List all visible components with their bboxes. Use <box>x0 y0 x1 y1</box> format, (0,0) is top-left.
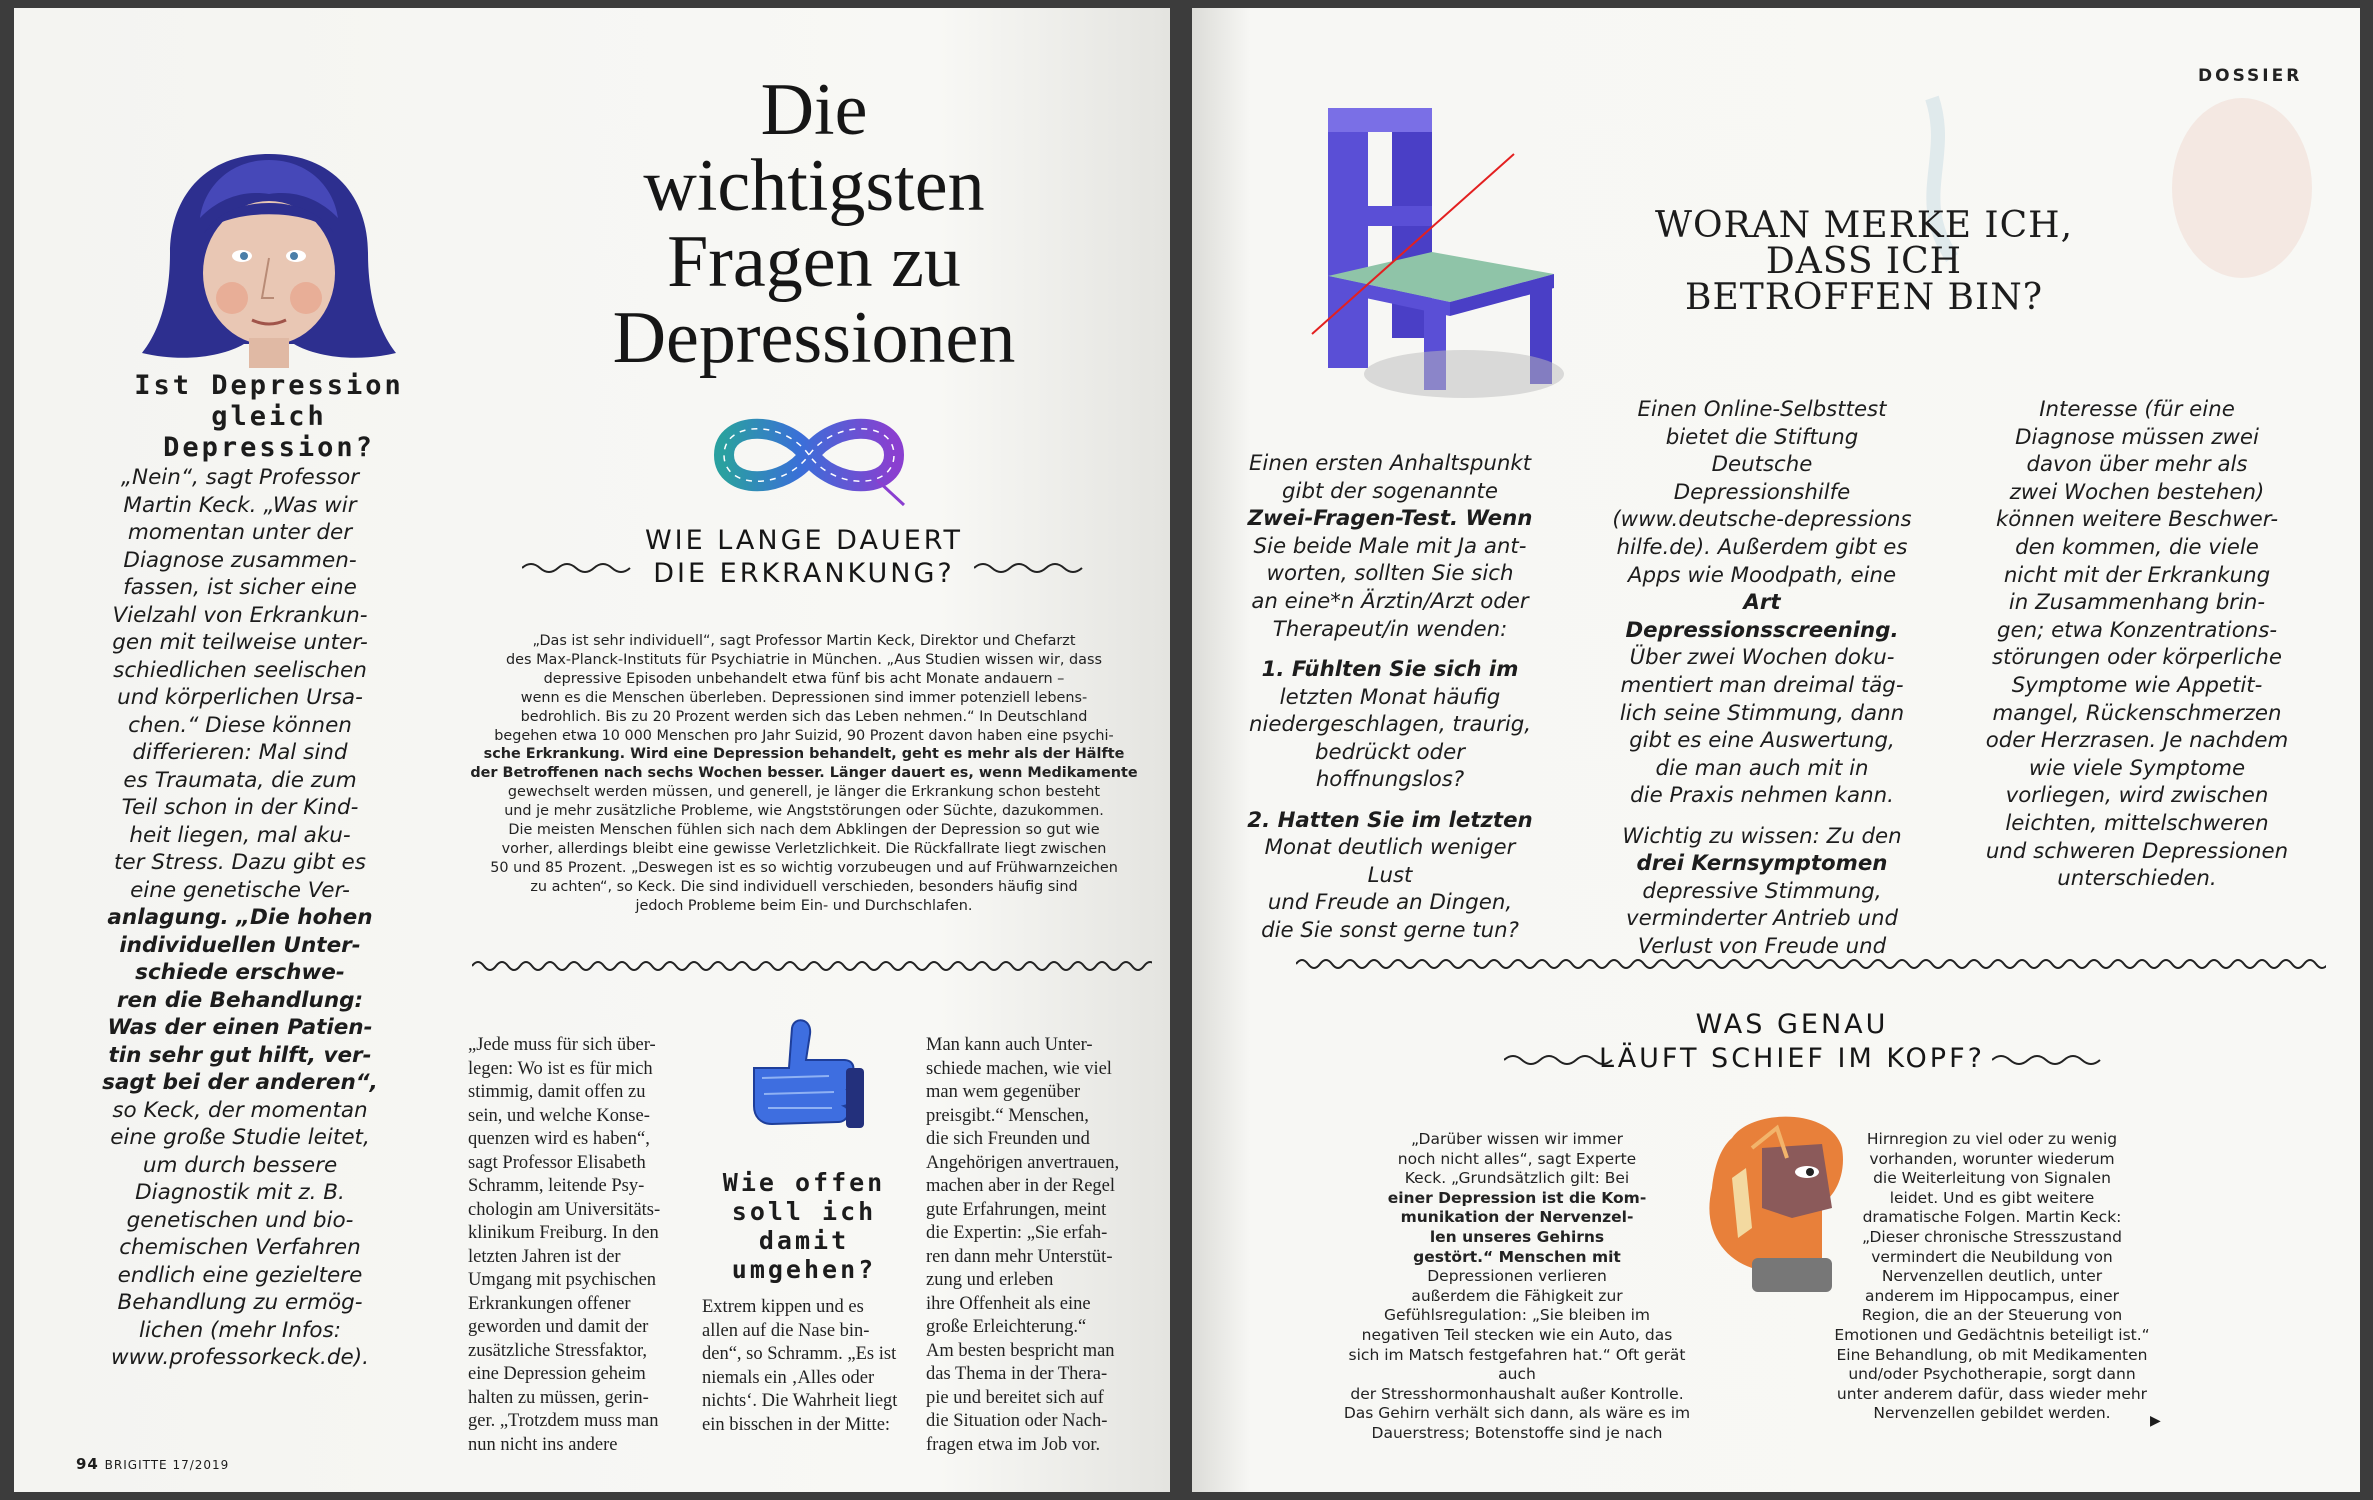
text-line: der Stresshormonhaushalt außer Kontrolle. <box>1350 1384 1684 1403</box>
text-line: Depressionshilfe <box>1673 479 1851 505</box>
section-heading-brain <box>1592 1008 1992 1076</box>
duration-body <box>454 632 1154 916</box>
text-line: fassen, ist sicher eine <box>123 575 357 600</box>
thumbs-up-icon <box>734 1008 874 1148</box>
text-line: lich seine Stimmung, dann <box>1619 700 1905 726</box>
text-line <box>1612 810 1912 823</box>
brain-left-column <box>1342 1130 1692 1444</box>
text-line: Interesse (für eine <box>2039 397 2235 422</box>
text-line: und/oder Psychotherapie, sorgt dann <box>1848 1365 2136 1384</box>
text-line: „Darüber wissen wir immer <box>1411 1130 1623 1148</box>
text-line: Schramm, leitende Psy- <box>468 1176 645 1196</box>
text-line: machen aber in der Regel <box>926 1176 1116 1196</box>
text-line: bedrückt oder hoffnungslos? <box>1315 739 1465 793</box>
infinity-symbol-illustration <box>699 410 919 510</box>
section-heading-duration <box>634 524 974 590</box>
page-title <box>554 69 1074 379</box>
heading-line: DASS ICH <box>1765 241 1963 282</box>
text-line: nicht mit der Erkrankung <box>2003 562 2271 588</box>
text-line: Umgang mit psychischen <box>468 1270 657 1290</box>
text-line: munikation der Nervenzel- <box>1400 1208 1634 1227</box>
text-line: unterschieden. <box>2057 866 2217 892</box>
title-line: wichtigsten <box>643 145 985 227</box>
text-line: gibt der sogenannte <box>1282 478 1498 504</box>
text-line <box>1240 643 1540 656</box>
text-line: den“, so Schramm. „Es ist <box>702 1344 897 1364</box>
text-line: Einen ersten Anhaltspunkt <box>1248 451 1532 476</box>
text-line: Emotionen und Gedächtnis beteiligt ist.“ <box>1834 1325 2150 1344</box>
text-line: zu achten“, so Keck. Die sind individuell verschieden, besonders häufig sind <box>530 878 1078 895</box>
text-line: bedrohlich. Bis zu 20 Prozent werden sich das Leben nehmen.“ In Deutschland <box>520 708 1088 725</box>
text-line: den kommen, die viele <box>2015 534 2259 560</box>
right-page <box>1192 8 2360 1492</box>
text-line: quenzen wird es haben“, <box>468 1129 650 1149</box>
text-line: um durch bessere <box>142 1152 338 1178</box>
text-line: schiede machen, wie viel <box>926 1058 1112 1079</box>
text-line: nun nicht ins andere <box>468 1434 618 1455</box>
text-line: gen; etwa Konzentrations- <box>1997 617 2277 643</box>
text-line: schiedlichen seelischen <box>113 657 367 683</box>
text-line: anlagung. „Die hohen <box>107 905 373 930</box>
text-line: vermindert die Neubildung von <box>1871 1247 2113 1266</box>
text-line: „Das ist sehr individuell“, sagt Professor Martin Keck, Direktor und Chefarzt <box>532 633 1076 649</box>
text-line: endlich eine gezieltere <box>117 1262 363 1288</box>
text-line: zwei Wochen bestehen) <box>2009 479 2265 505</box>
text-line: die Sie sonst gerne tun? <box>1261 918 1519 944</box>
text-line: depressive Stimmung, <box>1642 878 1882 904</box>
text-line: Die meisten Menschen fühlen sich nach dem Abklingen der Depression so gut wie <box>508 822 1100 839</box>
text-line: und körperlichen Ursa- <box>117 685 363 710</box>
heading-line: Wie offen <box>722 1168 886 1197</box>
text-line: gestört.“ Menschen mit <box>1413 1247 1621 1266</box>
wave-divider-long <box>472 956 1152 976</box>
text-line: len unseres Gehirns <box>1429 1227 1605 1246</box>
text-line: Was der einen Patien- <box>107 1015 373 1040</box>
text-line: Teil schon in der Kind- <box>121 795 359 820</box>
text-line: Therapeut/in wenden: <box>1272 616 1508 642</box>
text-line: Martin Keck. „Was wir <box>123 492 357 518</box>
text-line: Nervenzellen gebildet werden. <box>1873 1404 2111 1423</box>
text-line: sagt Professor Elisabeth <box>468 1152 646 1173</box>
text-line: Dauerstress; Botenstoffe sind je nach <box>1371 1423 1663 1442</box>
heading-line: BETROFFEN BIN? <box>1684 277 2044 318</box>
text-line: 50 und 85 Prozent. „Deswegen ist es so wichtig vorzubeugen und auf Frühwarnzeichen <box>490 859 1118 876</box>
text-line: leidet. Und es gibt weitere <box>1889 1188 2095 1207</box>
text-line: individuellen Unter- <box>119 932 361 958</box>
symptoms-column-3 <box>1982 396 2292 893</box>
text-line: die Weiterleitung von Signalen <box>1873 1169 2111 1188</box>
magazine-issue: BRIGITTE 17/2019 <box>104 1458 230 1472</box>
openness-column-3 <box>926 1034 1146 1457</box>
text-line: „Nein“, sagt Professor <box>120 465 360 490</box>
text-line: vorhanden, worunter wiederum <box>1869 1149 2115 1168</box>
text-line: fragen etwa im Job vor. <box>926 1434 1101 1455</box>
text-line: Verlust von Freude und <box>1637 934 1887 960</box>
text-line: 2. Hatten Sie im letzten <box>1247 807 1533 833</box>
text-line: und schweren Depressionen <box>1985 838 2289 864</box>
page-number: 94 <box>76 1455 99 1473</box>
text-line: es Traumata, die zum <box>123 767 357 793</box>
text-line: gibt es eine Auswertung, <box>1629 728 1895 754</box>
text-line: preisgibt.“ Menschen, <box>926 1105 1089 1126</box>
text-line: depressive Episoden unbehandelt etwa fünf bis acht Monate andauern – <box>543 670 1065 687</box>
text-line: tin sehr gut hilft, ver- <box>108 1042 372 1068</box>
text-line: ren dann mehr Unterstüt- <box>926 1246 1113 1267</box>
text-line: so Keck, der momentan <box>112 1097 368 1123</box>
text-line: Art Depressionsscreening. <box>1625 590 1899 643</box>
text-line: störungen oder körperliche <box>1992 645 2282 671</box>
text-line: und Freude an Dingen, <box>1267 890 1513 916</box>
main-question-heading <box>1564 205 2164 318</box>
text-line: der Betroffenen nach sechs Wochen besser. Länger dauert es, wenn Medikamente <box>470 765 1138 782</box>
text-line: chen.“ Diese können <box>128 712 352 738</box>
text-line: letzten Monat häufig <box>1279 684 1501 710</box>
text-line: oder Herzrasen. Je nachdem <box>1985 728 2289 754</box>
text-line: anderem im Hippocampus, einer <box>1864 1286 2120 1305</box>
page-footer <box>76 1455 229 1473</box>
text-line: Depressionen verlieren <box>1427 1267 1607 1286</box>
text-line: (www.deutsche-depressions <box>1612 507 1912 533</box>
text-line: bietet die Stiftung Deutsche <box>1665 424 1859 478</box>
text-line: allen auf die Nase bin- <box>702 1320 870 1341</box>
heading-line: soll ich damit <box>731 1197 877 1255</box>
text-line: hilfe.de). Außerdem gibt es <box>1616 534 1908 560</box>
text-line: zusätzliche Stressfaktor, <box>468 1340 648 1361</box>
text-line: vorliegen, wird zwischen <box>2005 783 2269 809</box>
text-line: ter Stress. Dazu gibt es <box>114 850 366 875</box>
text-line: geworden und damit der <box>468 1317 649 1337</box>
text-line: gen mit teilweise unter- <box>112 630 368 655</box>
openness-column-2 <box>702 1296 922 1437</box>
symptoms-column-1 <box>1240 450 1540 945</box>
text-line: Nervenzellen deutlich, unter <box>1881 1267 2103 1286</box>
text-line: ger. „Trotzdem muss man <box>468 1411 659 1431</box>
text-line: die Expertin: „Sie erfah- <box>926 1223 1108 1243</box>
text-line: eine genetische Ver- <box>130 877 350 903</box>
title-line: Depressionen <box>612 297 1016 379</box>
text-line: leichten, mittelschweren <box>2005 810 2269 836</box>
openness-column-1 <box>468 1034 688 1457</box>
text-line: eine Depression geheim <box>468 1364 646 1384</box>
text-line: nichts‘. Die Wahrheit liegt <box>702 1391 898 1411</box>
text-line: Zwei-Fragen-Test. Wenn <box>1247 506 1533 532</box>
text-line: Monat deutlich weniger Lust <box>1264 835 1516 888</box>
section-label: DOSSIER <box>2198 66 2303 86</box>
heading-line: WORAN MERKE ICH, <box>1654 205 2074 246</box>
text-line: gewechselt werden müssen, und generell, je länger die Erkrankung schon besteht <box>507 784 1101 801</box>
text-line: sche Erkrankung. Wird eine Depression behandelt, geht es mehr als der Hälfte <box>483 746 1125 763</box>
text-line: zung und erleben <box>926 1270 1054 1290</box>
text-line: www.professorkeck.de). <box>111 1345 369 1370</box>
text-line: genetischen und bio- <box>126 1207 354 1233</box>
text-line: wenn es die Menschen überleben. Depressionen sind immer potenziell lebens- <box>520 689 1088 706</box>
text-line: die Praxis nehmen kann. <box>1630 783 1894 809</box>
text-line: davon über mehr als <box>2026 452 2248 478</box>
text-line: halten zu müssen, gerin- <box>468 1387 649 1408</box>
text-line: Wichtig zu wissen: Zu den <box>1622 823 1902 849</box>
text-line: ein bisschen in der Mitte: <box>702 1414 891 1435</box>
text-line: die Situation oder Nach- <box>926 1411 1108 1431</box>
text-line: Diagnostik mit z. B. <box>135 1180 345 1205</box>
text-line: legen: Wo ist es für mich <box>468 1058 653 1079</box>
text-line: und je mehr zusätzliche Probleme, wie Angststörungen oder Süchte, dazukommen. <box>504 803 1104 820</box>
text-line: Diagnose müssen zwei <box>2015 424 2259 450</box>
text-line: Diagnose zusammen- <box>123 547 357 573</box>
text-line: jedoch Probleme beim Ein- und Durchschlafen. <box>635 897 973 914</box>
text-line: vorher, allerdings bleibt eine gewisse Verletzlichkeit. Die Rückfallrate liegt zwischen <box>501 840 1107 857</box>
text-line: das Thema in der Thera- <box>926 1364 1108 1384</box>
text-line: chemischen Verfahren <box>119 1235 361 1260</box>
heading-line: WAS GENAU <box>1695 1009 1889 1040</box>
text-line: Sie beide Male mit Ja ant- <box>1253 533 1527 559</box>
heading-line: LÄUFT SCHIEF IM KOPF? <box>1599 1043 1985 1074</box>
text-line: worten, sollten Sie sich <box>1266 561 1514 587</box>
text-line: die man auch mit in <box>1655 755 1869 781</box>
text-line: drei Kernsymptomen <box>1636 851 1888 877</box>
text-line: große Erleichterung.“ <box>926 1317 1087 1337</box>
text-line: wie viele Symptome <box>2028 755 2246 781</box>
title-line: Die <box>760 69 868 151</box>
text-line: dramatische Folgen. Martin Keck: <box>1862 1208 2122 1227</box>
text-line: Apps wie Moodpath, eine <box>1627 562 1897 588</box>
text-line: außerdem die Fähigkeit zur <box>1411 1286 1623 1305</box>
text-line: pie und bereitet sich auf <box>926 1387 1104 1408</box>
text-line: man wem gegenüber <box>926 1082 1081 1102</box>
text-line: eine große Studie leitet, <box>110 1125 370 1150</box>
text-line: Man kann auch Unter- <box>926 1035 1093 1055</box>
text-line: niemals ein ‚Alles oder <box>702 1367 875 1388</box>
text-line: ihre Offenheit als eine <box>926 1293 1091 1314</box>
text-line: Symptome wie Appetit- <box>2011 672 2263 698</box>
text-line: Erkrankungen offener <box>468 1293 631 1314</box>
text-line: Angehörigen anvertrauen, <box>926 1152 1120 1173</box>
title-line: Fragen zu <box>667 221 961 303</box>
text-line: noch nicht alles“, sagt Experte <box>1397 1149 1637 1168</box>
text-line: des Max-Planck-Instituts für Psychiatrie in München. „Aus Studien wissen wir, dass <box>506 651 1102 668</box>
text-line: mangel, Rückenschmerzen <box>1992 700 2282 726</box>
text-line: stimmig, damit offen zu <box>468 1082 646 1102</box>
text-line: momentan unter der <box>127 520 353 545</box>
text-line: einer Depression ist die Kom- <box>1387 1188 1647 1207</box>
text-line: Vielzahl von Erkrankun- <box>112 602 368 628</box>
text-line: niedergeschlagen, traurig, <box>1248 712 1532 738</box>
text-line: lichen (mehr Infos: <box>138 1317 342 1343</box>
text-line: Region, die an der Steuerung von <box>1861 1306 2123 1325</box>
text-line: sagt bei der anderen“, <box>102 1070 378 1095</box>
wave-divider <box>1992 1048 2102 1068</box>
text-line: in Zusammenhang brin- <box>2008 590 2266 616</box>
text-line: schiede erschwe- <box>135 960 345 985</box>
text-line: Eine Behandlung, ob mit Medikamenten <box>1836 1345 2148 1364</box>
text-line: können weitere Beschwer- <box>1995 507 2279 533</box>
text-line: negativen Teil stecken wie ein Auto, das <box>1361 1325 1673 1344</box>
text-line: Einen Online-Selbsttest <box>1637 397 1887 422</box>
sidebar-heading-line: Ist Depression <box>134 370 404 401</box>
text-line: chologin am Universitäts- <box>468 1199 661 1220</box>
left-page <box>14 8 1170 1492</box>
text-line: Hirnregion zu viel oder zu wenig <box>1866 1130 2118 1148</box>
continue-arrow-icon: ▶ <box>2150 1413 2161 1429</box>
text-line: klinikum Freiburg. In den <box>468 1223 659 1243</box>
sidebar-body <box>80 464 400 1372</box>
text-line: 1. Fühlten Sie sich im <box>1261 656 1519 682</box>
text-line: begehen etwa 10 000 Menschen pro Jahr Suizid, 90 Prozent davon haben eine psychi- <box>494 727 1114 744</box>
text-line: an eine*n Ärztin/Arzt oder <box>1251 588 1529 614</box>
text-line: „Dieser chronische Stresszustand <box>1862 1227 2122 1246</box>
text-line: Behandlung zu ermög- <box>117 1290 363 1315</box>
text-line: unter anderem dafür, dass wieder mehr <box>1836 1384 2148 1403</box>
text-line: gute Erfahrungen, meint <box>926 1199 1107 1220</box>
two-faced-woman-illustration <box>134 148 404 373</box>
text-line: Über zwei Wochen doku- <box>1629 645 1895 671</box>
symptoms-column-2 <box>1612 396 1912 961</box>
heading-line: WIE LANGE DAUERT <box>644 525 964 556</box>
text-line: „Jede muss für sich über- <box>468 1035 656 1055</box>
text-line: heit liegen, mal aku- <box>129 822 351 848</box>
wave-divider <box>522 556 632 576</box>
wave-divider <box>974 556 1084 576</box>
text-line: die sich Freunden und <box>926 1129 1090 1149</box>
sidebar-heading <box>104 370 434 463</box>
text-line: sich im Matsch festgefahren hat.“ Oft gerät auch <box>1348 1345 1686 1384</box>
text-line: Keck. „Grundsätzlich gilt: Bei <box>1404 1169 1630 1188</box>
brain-right-column <box>1812 1130 2172 1424</box>
heading-line: DIE ERKRANKUNG? <box>653 558 955 589</box>
sidebar-heading-line: gleich Depression? <box>163 401 375 463</box>
text-line: Das Gehirn verhält sich dann, als wäre es im <box>1343 1404 1691 1423</box>
wave-divider-long <box>1296 954 2326 974</box>
text-line: mentiert man dreimal täg- <box>1620 672 1904 698</box>
text-line: letzten Jahren ist der <box>468 1246 621 1267</box>
heading-line: umgehen? <box>731 1255 877 1284</box>
text-line: Extrem kippen und es <box>702 1297 864 1317</box>
text-line: verminderter Antrieb und <box>1626 906 1898 932</box>
text-line: sein, und welche Konse- <box>468 1105 650 1126</box>
text-line: differieren: Mal sind <box>132 740 348 765</box>
text-line: ren die Behandlung: <box>116 987 364 1013</box>
chair-illustration <box>1304 102 1604 412</box>
text-line: Am besten bespricht man <box>926 1340 1115 1361</box>
text-line: Gefühlsregulation: „Sie bleiben im <box>1383 1306 1651 1325</box>
openness-heading <box>694 1168 914 1284</box>
text-line <box>1240 794 1540 807</box>
